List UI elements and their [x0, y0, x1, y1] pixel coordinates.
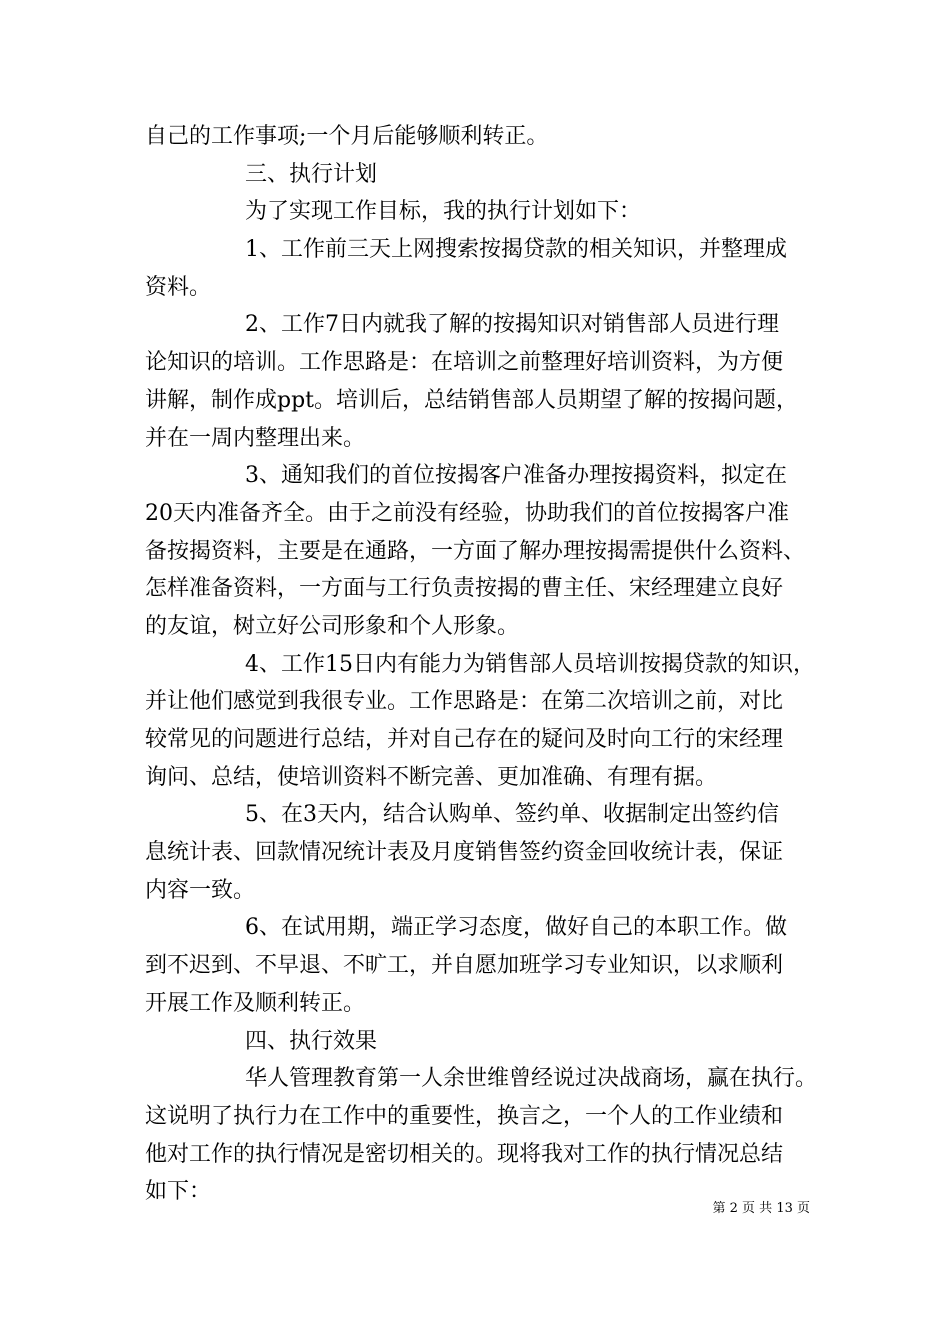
text-line: 的友谊，树立好公司形象和个人形象。: [145, 613, 520, 639]
text-line: 论知识的培训。工作思路是：在培训之前整理好培训资料，为方便: [145, 350, 784, 376]
text-line: 内容一致。: [145, 877, 256, 903]
document-body: [145, 118, 825, 1211]
text-line: 怎样准备资料，一方面与工行负责按揭的曹主任、宋经理建立良好: [145, 576, 784, 602]
text-line: 到不迟到、不早退、不旷工，并自愿加班学习专业知识，以求顺利: [145, 953, 784, 979]
text-line: 自己的工作事项;一个月后能够顺利转正。: [145, 124, 549, 149]
text-line: 他对工作的执行情况是密切相关的。现将我对工作的执行情况总结: [145, 1141, 784, 1167]
text-line: 1、工作前三天上网搜索按揭贷款的相关知识，并整理成: [245, 237, 787, 263]
text-line: 4、工作15日内有能力为销售部人员培训按揭贷款的知识，: [245, 651, 815, 677]
text-line: 资料。: [145, 274, 212, 300]
section-heading: 三、执行计划: [245, 161, 378, 187]
text-line: 20天内准备齐全。由于之前没有经验，协助我们的首位按揭客户准: [145, 500, 789, 526]
text-line: 息统计表、回款情况统计表及月度销售签约资金回收统计表，保证: [145, 840, 784, 866]
text-line: 如下：: [145, 1179, 212, 1205]
text-line: 华人管理教育第一人余世维曾经说过决战商场，赢在执行。: [245, 1066, 818, 1092]
text-line: 6、在试用期，端正学习态度，做好自己的本职工作。做: [245, 915, 787, 941]
text-line: 5、在3天内，结合认购单、签约单、收据制定出签约信: [245, 802, 779, 828]
text-line: 为了实现工作目标，我的执行计划如下：: [245, 199, 642, 225]
text-line: 开展工作及顺利转正。: [145, 990, 366, 1016]
text-line: 3、通知我们的首位按揭客户准备办理按揭资料，拟定在: [245, 463, 787, 489]
page-number: 第 2 页 共 13 页: [712, 1201, 810, 1216]
text-line: 备按揭资料，主要是在通路，一方面了解办理按揭需提供什么资料、: [145, 538, 806, 564]
text-line: 并在一周内整理出来。: [145, 425, 366, 451]
text-line: 较常见的问题进行总结，并对自己存在的疑问及时向工行的宋经理: [145, 727, 784, 752]
text-line: 2、工作7日内就我了解的按揭知识对销售部人员进行理: [245, 312, 779, 338]
section-heading: 四、执行效果: [245, 1028, 378, 1054]
text-line: 这说明了执行力在工作中的重要性，换言之，一个人的工作业绩和: [145, 1103, 784, 1129]
text-line: 讲解，制作成ppt。培训后，总结销售部人员期望了解的按揭问题，: [145, 387, 799, 413]
text-line: 询问、总结，使培训资料不断完善、更加准确、有理有据。: [145, 764, 718, 790]
text-line: 并让他们感觉到我很专业。工作思路是：在第二次培训之前，对比: [145, 689, 784, 715]
